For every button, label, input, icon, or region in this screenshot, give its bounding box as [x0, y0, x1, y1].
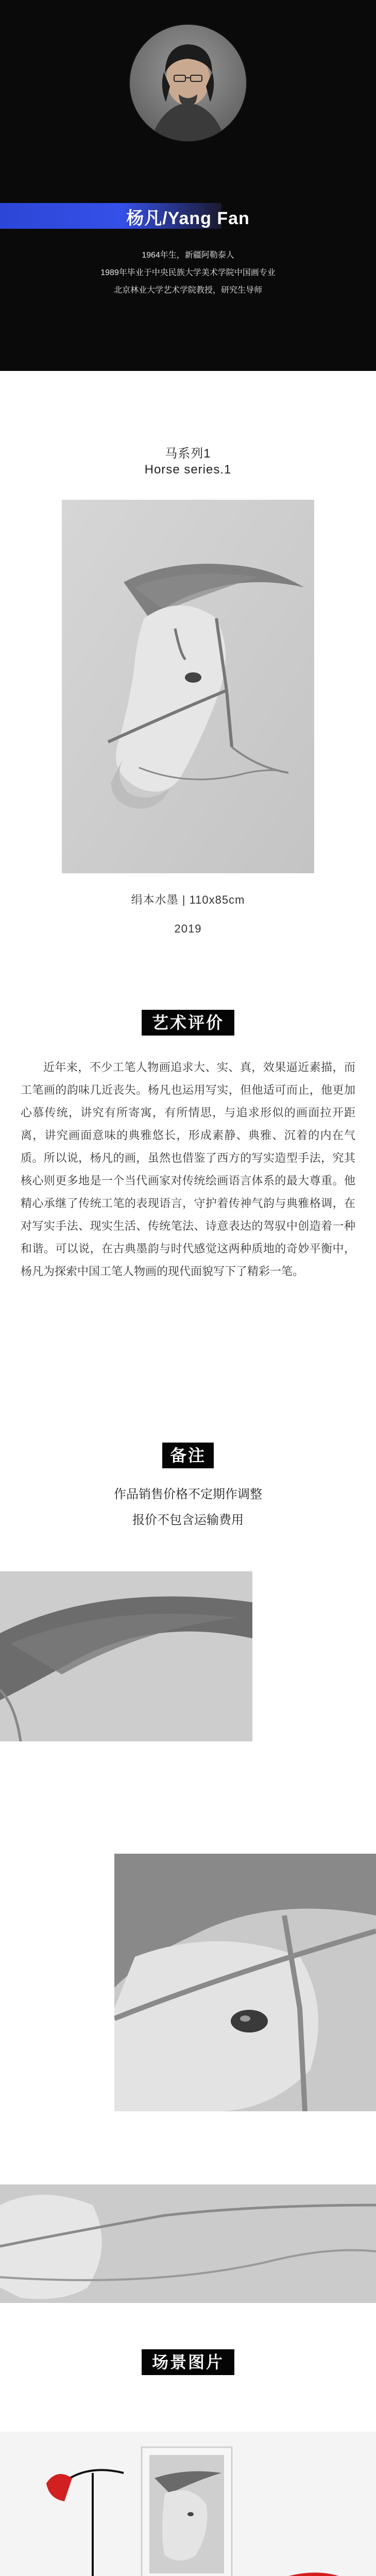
notes-heading: 备注 — [162, 1443, 214, 1468]
artist-bio-line: 北京林业大学艺术学院教授，研究生导师 — [113, 286, 262, 295]
detail-crop-mane — [0, 1571, 252, 1741]
review-heading: 艺术评价 — [142, 1010, 234, 1036]
scene-image — [0, 2432, 376, 2576]
work-medium-size: 绢本水墨 | 110x85cm — [131, 893, 245, 906]
artist-bio-line: 1964年生，新疆阿勒泰人 — [142, 251, 234, 260]
artist-avatar — [130, 25, 246, 141]
artist-portrait-image — [130, 25, 246, 141]
notes-line: 报价不包含运输费用 — [132, 1513, 244, 1527]
detail-crop-muzzle — [0, 2184, 376, 2303]
work-title-cn: 马系列1 — [165, 447, 211, 461]
detail-crop-eye — [114, 1854, 376, 2111]
work-year: 2019 — [174, 922, 202, 935]
work-title-en: Horse series.1 — [144, 463, 232, 477]
painting-image — [62, 500, 314, 873]
artist-bio-line: 1989年毕业于中央民族大学美术学院中国画专业 — [100, 268, 276, 277]
artist-header — [0, 0, 376, 371]
scene-heading: 场景图片 — [142, 2349, 234, 2375]
artist-name: 杨凡/Yang Fan — [126, 209, 250, 228]
review-text: 近年来，不少工笔人物画追求大、实、真，效果逼近素描，而工笔画的韵味几近丧失。杨凡也运用写实，但他适可而止，他更加心慕传统，讲究有所寄寓，有所情思，与追求形似的画面拉开距离，讲究画面意味的典雅悠长，形成素静、典雅、沉着的内在气质。所以说，杨凡的画，虽然也借鉴了西方的写实造型手法，究其核心则更多地是一个当代画家对传统绘画语言体系的最大尊重。他精心承继了传统工笔的表现语言，守护着传神气韵与典雅格调，在对写实手法、现实生活、传统笔法、诗意表达的驾驭中创造着一种和谐。可以说，在古典墨韵与时代感觉这两种质地的奇妙平衡中，杨凡为探索中国工笔人物画的现代面貌写下了精彩一笔。 — [21, 1061, 355, 1278]
notes-line: 作品销售价格不定期作调整 — [114, 1487, 262, 1501]
